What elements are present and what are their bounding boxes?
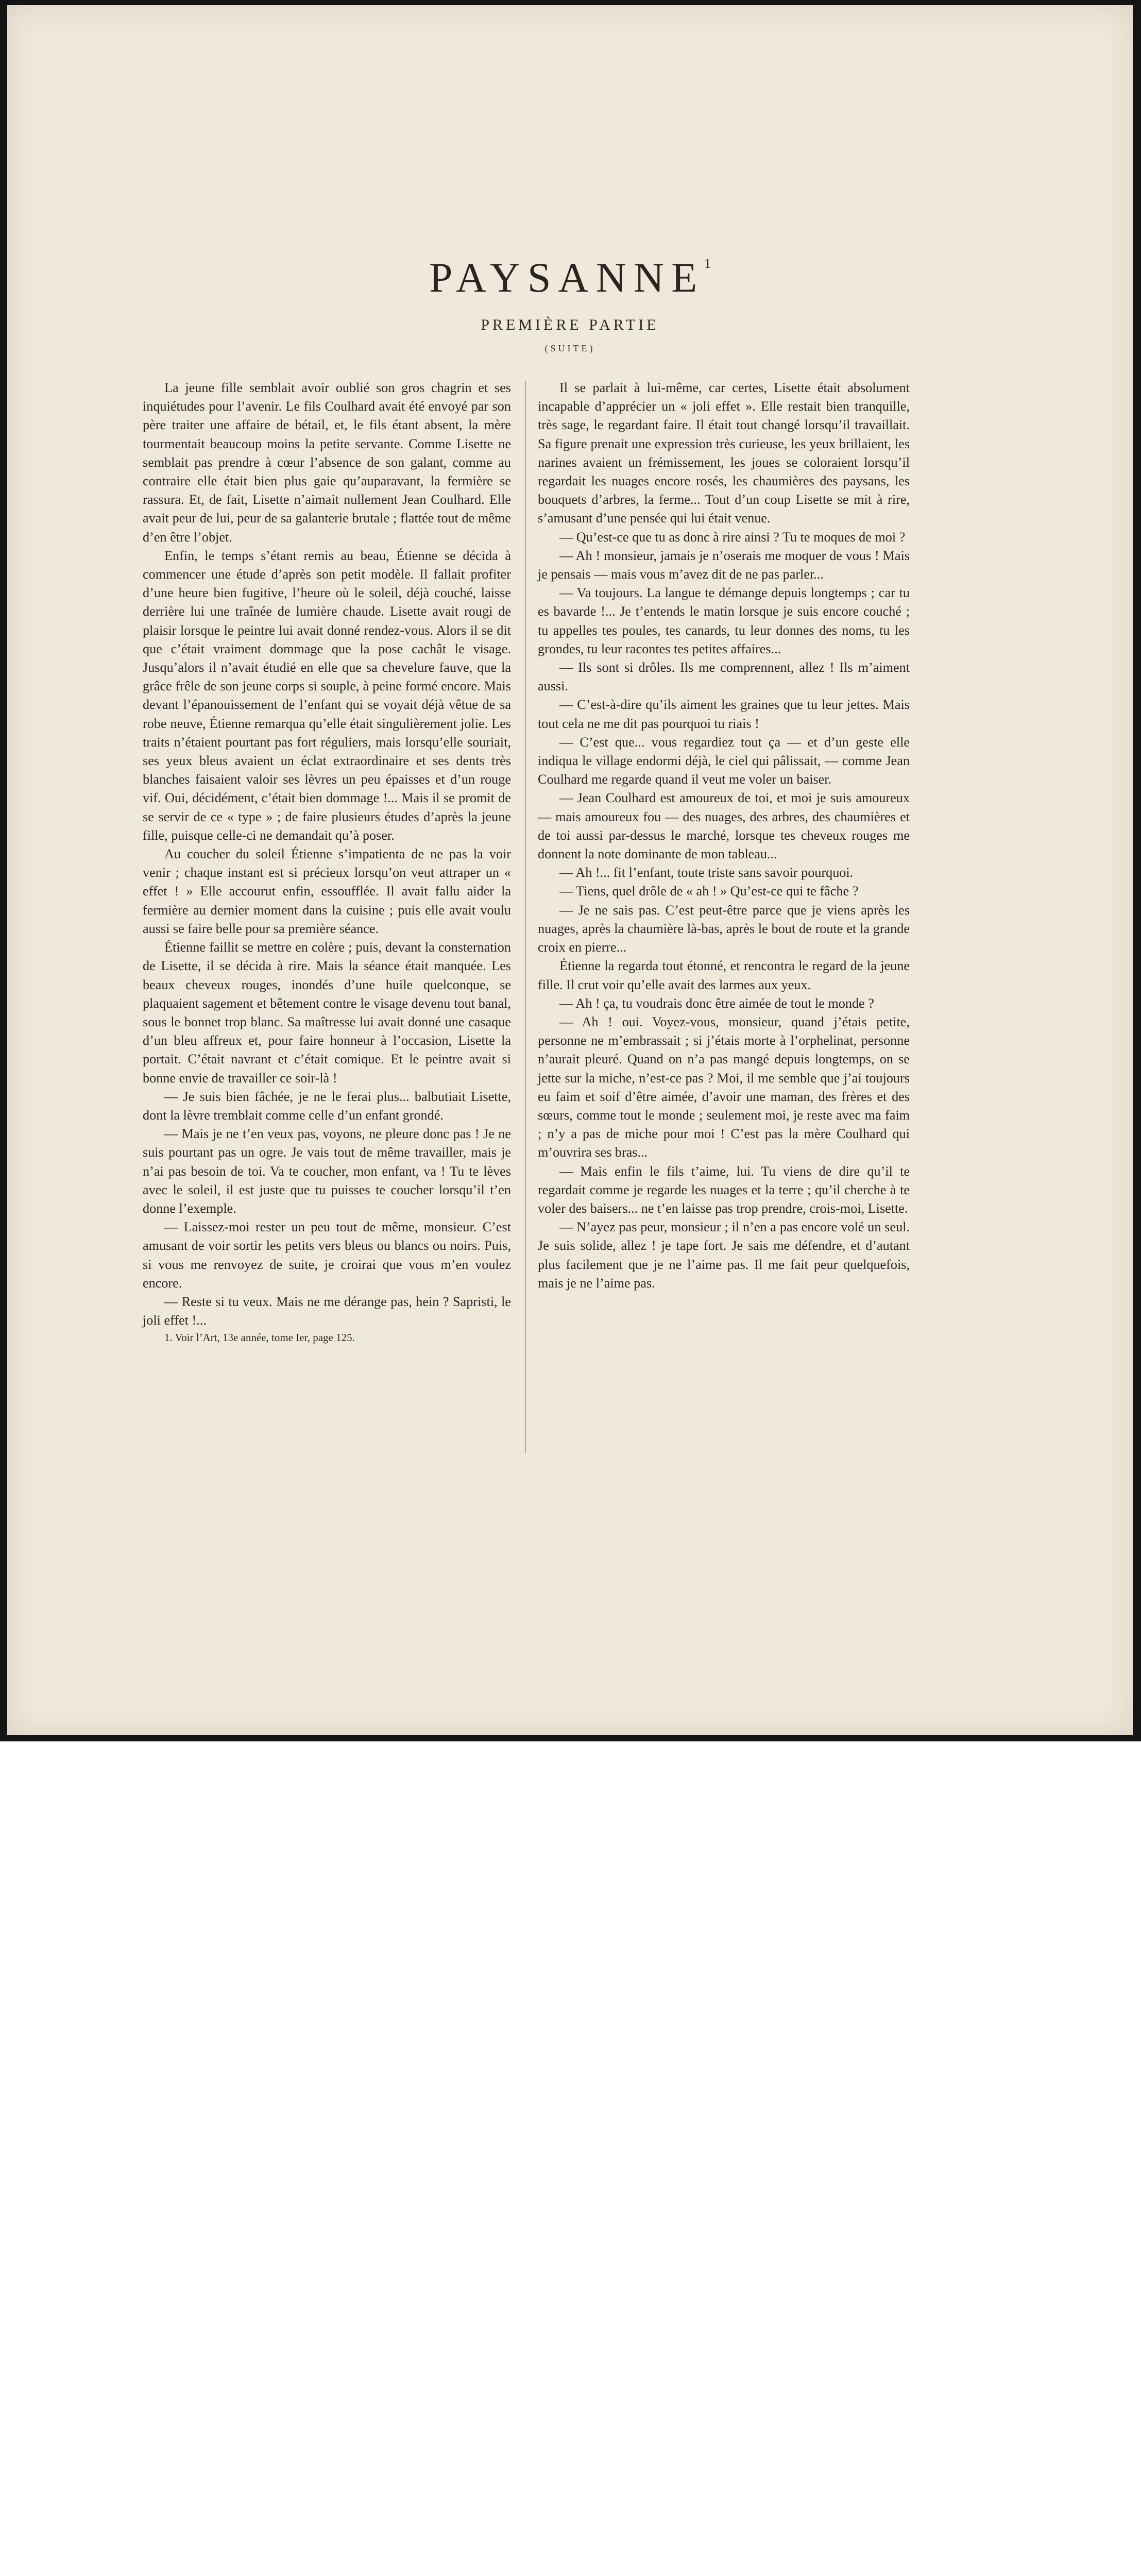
footer-bar (0, 1741, 1141, 1801)
paragraph: — Je ne sais pas. C’est peut-être parce que je viens après les nuages, après la chaumière là-bas, après le bout de route et la grande croix en pierre... (538, 902, 910, 955)
article-subtitle: PREMIÈRE PARTIE (481, 316, 659, 333)
paragraph: — Mais enfin le fils t’aime, lui. Tu viens de dire qu’il te regardait comme je regarde les nuages et la terre ; qu’il cherche à te voler des baisers... ne t’en laisse pas trop prendre, crois-moi, Lisette. (538, 1163, 910, 1216)
paragraph: — Mais je ne t’en veux pas, voyons, ne pleure donc pas ! Je ne suis pourtant pas un ogre. Je vais tout de même travailler, mais je n’ai pas besoin de toi. Va te coucher, mon enfant, va ! Tu te lèves avec le soleil, il est juste que tu puisses te coucher lorsqu’il t’en donne l’exemple. (143, 1126, 511, 1216)
title-text: PAYSANNE (429, 254, 705, 301)
paragraph: — Ah ! ça, tu voudrais donc être aimée de tout le monde ? (559, 995, 874, 1011)
column-divider (525, 381, 526, 1453)
paragraph: — Jean Coulhard est amoureux de toi, et moi je suis amoureux — mais amoureux fou — des nuages, des arbres, des chaumières et de toi aussi par-dessus le marché, lorsque tes cheveux rouges me donnent la note dominante de mon tableau... (538, 790, 910, 862)
paragraph: — Qu’est-ce que tu as donc à rire ainsi ? Tu te moques de moi ? (559, 529, 906, 545)
paragraph: — Reste si tu veux. Mais ne me dérange pas, hein ? Sapristi, le joli effet !... (143, 1294, 511, 1328)
paragraph: Au coucher du soleil Étienne s’impatienta de ne pas la voir venir ; chaque instant est si précieux lorsqu’on veut attraper un « effet ! » Elle accourut enfin, essoufflée. Il avait fallu aider la fermière au dernier moment dans la cuisine ; puis elle avait voulu aussi se faire belle pour sa première séance. (143, 846, 511, 936)
paragraph: — Ils sont si drôles. Ils me comprennent, allez ! Ils m’aiment aussi. (538, 660, 910, 694)
paragraph: La jeune fille semblait avoir oublié son gros chagrin et ses inquiétudes pour l’avenir. Le fils Coulhard avait été envoyé par son père traiter une affaire de bétail, et, le fils étant absent, la mère tourmentait beaucoup moins la petite servante. Comme Lisette ne semblait pas prendre à cœur l’absence de son galant, comme au contraire elle était bien plus gaie qu’auparavant, la fermière se rassura. Et, de fait, Lisette n’aimait nullement Jean Coulhard. Elle avait peur de lui, peur de sa galanterie brutale ; flattée tout de même d’en être l’objet. (143, 380, 511, 545)
paragraph: Étienne la regarda tout étonné, et rencontra le regard de la jeune fille. Il crut voir qu’elle avait des larmes aux yeux. (538, 958, 910, 992)
paragraph: Il se parlait à lui-même, car certes, Lisette était absolument incapable d’apprécier un « joli effet ». Elle restait bien tranquille, très sage, le regardant faire. Il était tout changé lorsqu’il travaillait. Sa figure prenait une expression très curieuse, les yeux brillaient, les narines avaient un frémissement, les joues se coloraient lorsqu’il regardait les nuages encore rosés, les chaumières des paysans, les bouquets d’arbres, la ferme... Tout d’un coup Lisette se mit à rire, s’amusant d’une pensée qui lui était venue. (538, 380, 910, 526)
article-title (7, 253, 1133, 302)
paragraph: — N’ayez pas peur, monsieur ; il n’en a pas encore volé un seul. Je suis solide, allez ! je tape fort. Je sais me défendre, et d’autant plus facilement que je ne l’aime pas. Il me fait peur quelquefois, mais je ne l’aime pas. (538, 1219, 910, 1291)
paragraph: — Va toujours. La langue te démange depuis longtemps ; car tu es bavarde !... Je t’entends le matin lorsque je suis encore couché ; tu appelles tes poules, tes canards, tu leur donnes des noms, tu les grondes, tu leur racontes tes petites affaires... (538, 585, 910, 656)
paragraph: — C’est-à-dire qu’ils aiment les graines que tu leur jettes. Mais tout cela ne me dit pas pourquoi tu riais ! (538, 697, 910, 731)
footnote: 1. Voir l’Art, 13e année, tome Ier, page 125. (164, 1331, 355, 1344)
paragraph: — Ah ! monsieur, jamais je n’oserais me moquer de vous ! Mais je pensais — mais vous m’avez dit de ne pas parler... (538, 548, 910, 582)
right-column (538, 379, 910, 1293)
continuation-label: (SUITE) (544, 343, 595, 353)
paragraph: — Ah ! oui. Voyez-vous, monsieur, quand j’étais petite, personne ne m’embrassait ; si j’étais morte à l’orphelinat, personne n’aurait pleuré. Quand on n’a pas mangé depuis longtemps, on se jette sur la miche, n’est-ce pas ? Moi, il me semble que j’ai toujours eu faim et soif d’être aimée, d’avoir une maman, des frères et des sœurs, comme tout le monde ; seulement moi, je reste avec ma faim ; n’y a pas de miche pour moi ! C’est pas la mère Coulhard qui m’ouvrira ses bras... (538, 1014, 910, 1160)
paragraph: — Laissez-moi rester un peu tout de même, monsieur. C’est amusant de voir sortir les petits vers bleus ou blancs ou noirs. Puis, si vous me renvoyez de suite, je croirai que vous m’en voulez encore. (143, 1219, 511, 1291)
title-footnote-mark: 1 (704, 256, 711, 271)
paragraph: — Ah !... fit l’enfant, toute triste sans savoir pourquoi. (559, 865, 854, 880)
left-column (143, 379, 511, 1345)
page-paper (7, 5, 1133, 1735)
paragraph: — C’est que... vous regardiez tout ça — et d’un geste elle indiqua le village endormi déjà, le ciel qui pâlissait, — comme Jean Coulhard me regarde quand il veut me voler un baiser. (538, 734, 910, 787)
paragraph: — Tiens, quel drôle de « ah ! » Qu’est-ce qui te fâche ? (559, 884, 859, 899)
paragraph: Enfin, le temps s’étant remis au beau, Étienne se décida à commencer une étude d’après son petit modèle. Il fallait profiter d’une heure bien fugitive, l’heure où le soleil, déjà couché, laisse derrière lui une traînée de lumière chaude. Lisette avait rougi de plaisir lorsque le peintre lui avait donné rendez-vous. Alors il se dit que c’était vraiment dommage que la pose cachât le visage. Jusqu’alors il n’avait étudié en elle que sa chevelure fauve, que la grâce frêle de son jeune corps si souple, à peine formé encore. Mais devant l’épanouissement de l’enfant qui se voyait déjà vêtue de sa robe neuve, Étienne remarqua qu’elle était singulièrement jolie. Les traits n’étaient pourtant pas fort réguliers, mais lorsqu’elle souriait, ses yeux bleus avaient un éclat extraordinaire et ses dents très blanches faisaient valoir ses lèvres un peu épaisses et d’un rouge vif. Oui, décidément, c’était bien dommage !... Mais il se promit de se servir de ce « type » ; de faire plusieurs études d’après la jeune fille, puisque celle-ci ne demandait qu’à poser. (143, 548, 511, 843)
paragraph: Étienne faillit se mettre en colère ; puis, devant la consternation de Lisette, il se décida à rire. Mais la séance était manquée. Les beaux cheveux rouges, inondés d’une huile quelconque, se plaquaient sagement et bêtement contre le visage devenu tout banal, sous le bonnet trop blanc. Sa maîtresse lui avait donné une casaque d’un bleu affreux et, pour faire honneur à l’occasion, Lisette la portait. C’était navrant et c’était comique. Et le peintre avait si bonne envie de travailler ce soir-là ! (143, 940, 511, 1086)
paragraph: — Je suis bien fâchée, je ne le ferai plus... balbutiait Lisette, dont la lèvre tremblait comme celle d’un enfant grondé. (143, 1089, 511, 1123)
